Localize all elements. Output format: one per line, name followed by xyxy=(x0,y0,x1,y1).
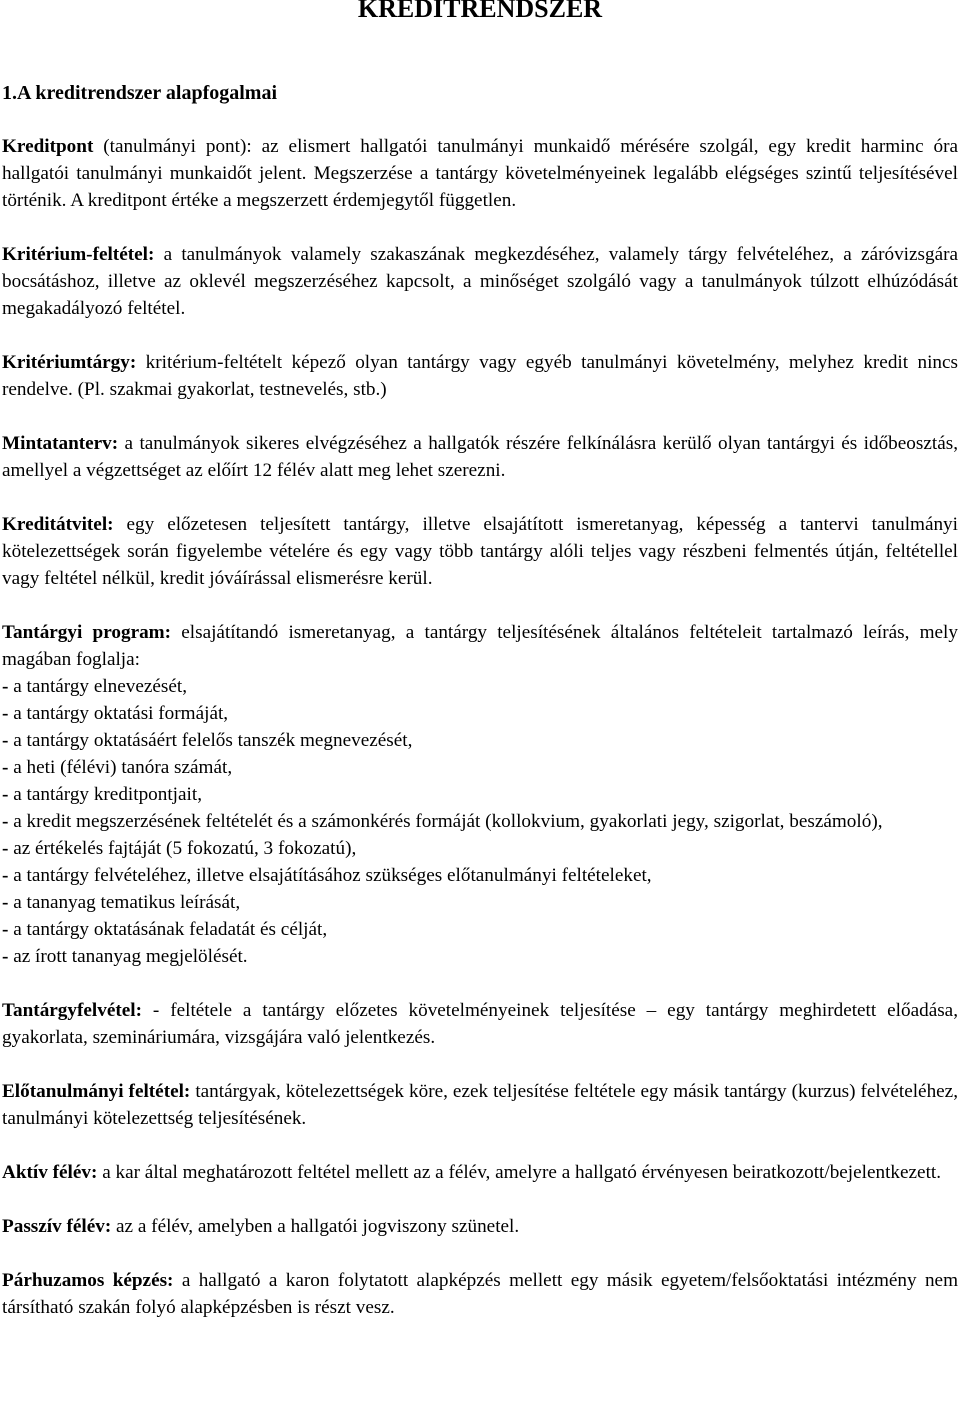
definition-text: (tanulmányi pont): az elismert hallgatói tanulmányi munkaidő mérésére szolgál, egy kredit harminc óra hallgatói tanulmányi munkaidőt jelent. Megszerzése a tantárgy követelményeinek legalább elégséges szintű teljesítésével történik. A kreditpont értéke a megszerzett érdemjegytől független. xyxy=(2,136,958,211)
definition-elotanulmanyi-feltetel xyxy=(2,1078,958,1132)
definition-term: Passzív félév: xyxy=(2,1216,112,1237)
definition-term: Kreditpont xyxy=(2,136,94,157)
definition-mintatanterv xyxy=(2,430,958,484)
list-item: - az értékelés fajtáját (5 fokozatú, 3 fokozatú), xyxy=(2,838,357,859)
list-item: - a kredit megszerzésének feltételét és a számonkérés formáját (kollokvium, gyakorlati jegy, szigorlat, beszámoló), xyxy=(2,811,883,832)
definition-text: kritérium-feltételt képező olyan tantárgy vagy egyéb tanulmányi követelmény, melyhez kredit nincs rendelve. (Pl. szakmai gyakorlat, testnevelés, stb.) xyxy=(2,352,958,400)
definition-text: egy előzetesen teljesített tantárgy, illetve elsajátított ismeretanyag, képesség a tantervi tanulmányi kötelezettségek során figyelembe vételére és egy vagy több tantárgy alóli teljes vagy részbeni felmentés útján, feltétellel vagy feltétel nélkül, kredit jóváírással elismerésre kerül. xyxy=(2,514,958,589)
definition-term: Előtanulmányi feltétel: xyxy=(2,1081,191,1102)
definition-kreditatvitel xyxy=(2,511,958,592)
definition-term: Aktív félév: xyxy=(2,1162,98,1183)
definition-term: Kritérium-feltétel: xyxy=(2,244,155,265)
definition-text: a hallgató a karon folytatott alapképzés mellett egy másik egyetem/felsőoktatási intézmény nem társítható szakán folyó alapképzésben is részt vesz. xyxy=(2,1270,958,1318)
definition-passziv-felev xyxy=(2,1213,958,1240)
definition-text: elsajátítandó ismeretanyag, a tantárgy teljesítésének általános feltételeit tartalmazó leírás, mely magában foglalja: xyxy=(2,622,958,670)
list-item: - az írott tananyag megjelölését. xyxy=(2,946,248,967)
definition-term: Tantárgyfelvétel: xyxy=(2,1000,142,1021)
list-item: - a tantárgy felvételéhez, illetve elsajátításához szükséges előtanulmányi feltételeket, xyxy=(2,865,652,886)
list-item: - a tantárgy oktatásáért felelős tanszék megnevezését, xyxy=(2,730,413,751)
definition-kreditpont xyxy=(2,133,958,214)
definition-term: Kritériumtárgy: xyxy=(2,352,137,373)
definition-tantargyi-program xyxy=(2,619,958,673)
list-item: - a tantárgy elnevezését, xyxy=(2,676,188,697)
definition-kriterium-feltetel xyxy=(2,241,958,322)
list-item: - a tantárgy oktatásának feladatát és célját, xyxy=(2,919,328,940)
section-heading: 1.A kreditrendszer alapfogalmai xyxy=(2,82,277,104)
list-item: - a tantárgy oktatási formáját, xyxy=(2,703,229,724)
list-item: - a tantárgy kreditpontjait, xyxy=(2,784,202,805)
definition-text: a kar által meghatározott feltétel mellett az a félév, amelyre a hallgató érvényesen beiratkozott/bejelentkezett. xyxy=(97,1162,942,1183)
document-body xyxy=(2,133,958,1321)
definition-tantargyfelvetel xyxy=(2,997,958,1051)
list-item: - a tananyag tematikus leírását, xyxy=(2,892,241,913)
program-items-list xyxy=(2,673,958,970)
definition-text: tantárgyak, kötelezettségek köre, ezek teljesítése feltétele egy másik tantárgy (kurzus) felvételéhez, tanulmányi kötelezettség teljesítésének. xyxy=(2,1081,958,1129)
list-item: - a heti (félévi) tanóra számát, xyxy=(2,757,233,778)
definition-kriteriumtargy xyxy=(2,349,958,403)
definition-text: a tanulmányok sikeres elvégzéséhez a hallgatók részére felkínálásra kerülő olyan tantárgyi és időbeosztás, amellyel a végzettséget az előírt 12 félév alatt meg lehet szerezni. xyxy=(2,433,958,481)
definition-text: az a félév, amelyben a hallgatói jogviszony szünetel. xyxy=(111,1216,520,1237)
definition-text: a tanulmányok valamely szakaszának megkezdéséhez, valamely tárgy felvételéhez, a záróvizsgára bocsátáshoz, illetve az oklevél megszerzéséhez kapcsolt, a minőséget szolgáló vagy a tanulmányok túlzott elhúzódását megakadályozó feltétel. xyxy=(2,244,958,319)
definition-parhuzamos-kepzes xyxy=(2,1267,958,1321)
definition-term: Mintatanterv: xyxy=(2,433,119,454)
document-title: KREDITRENDSZER xyxy=(357,0,603,23)
definition-term: Kreditátvitel: xyxy=(2,514,114,535)
definition-term: Párhuzamos képzés: xyxy=(2,1270,174,1291)
definition-aktiv-felev xyxy=(2,1159,958,1186)
definition-term: Tantárgyi program: xyxy=(2,622,172,643)
definition-text: - feltétele a tantárgy előzetes követelményeinek teljesítése – egy tantárgy meghirdetett előadása, gyakorlata, szemináriumára, vizsgájára való jelentkezés. xyxy=(2,1000,958,1048)
